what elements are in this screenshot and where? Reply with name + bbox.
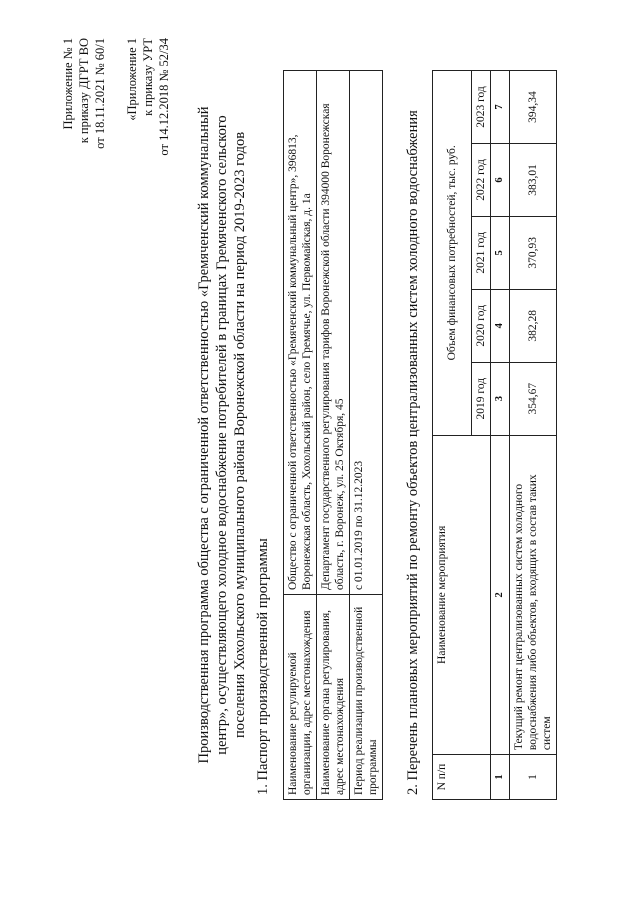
title-line: Производственная программа общества с ограниченной ответственностью «Гремяченский коммунальный (196, 106, 212, 764)
passport-value: с 01.01.2019 по 31.12.2023 (350, 71, 383, 595)
table-row (317, 71, 350, 800)
appendix-line: от 18.11.2021 № 60/1 (93, 38, 107, 149)
col-header-year: 2020 год (472, 289, 491, 362)
passport-value: Департамент государственного регулирования тарифов Воронежской области 394000 Воронежская область, г. Воронеж, ул. 25 Октября, 45 (317, 71, 350, 595)
passport-table (283, 70, 383, 800)
row-value: 354,67 (510, 362, 557, 435)
table-row (284, 71, 317, 800)
table-row (510, 71, 557, 800)
section1-heading: 1. Паспорт производственной программы (255, 538, 271, 795)
col-header-num: N п/п (433, 755, 491, 800)
works-table (432, 70, 557, 800)
appendix-line: к приказу ДГРТ ВО (77, 38, 91, 144)
title-line: поселения Хохольского муниципального района Воронежской области на период 2019-2023 годов (232, 131, 248, 739)
col-header-year: 2021 год (472, 216, 491, 289)
row-value: 383,01 (510, 144, 557, 217)
col-header-name: Наименование мероприятия (433, 435, 491, 754)
index-cell: 2 (491, 435, 510, 754)
appendix-line: Приложение № 1 (61, 38, 75, 130)
row-value: 382,28 (510, 289, 557, 362)
col-header-year: 2022 год (472, 144, 491, 217)
title-line: центр», осуществляющего холодное водоснабжение потребителей в границах Гремяченского сельского (214, 115, 230, 755)
document-title (195, 95, 249, 775)
passport-label: Период реализации производственной программы (350, 595, 383, 800)
col-header-volume: Объем финансовых потребностей, тыс. руб. (433, 71, 472, 436)
row-value: 370,93 (510, 216, 557, 289)
index-cell: 6 (491, 144, 510, 217)
index-cell: 4 (491, 289, 510, 362)
passport-label: Наименование органа регулирования, адрес местонахождения (317, 595, 350, 800)
appendix-line: от 14.12.2018 № 52/34 (157, 38, 171, 156)
appendix-line: «Приложение 1 (125, 38, 139, 121)
section2-heading: 2. Перечень плановых мероприятий по ремонту объектов централизованных систем холодного водоснабжения (405, 110, 421, 795)
header-row (433, 71, 472, 800)
col-header-year: 2023 год (472, 71, 491, 144)
row-value: 394,34 (510, 71, 557, 144)
passport-value: Общество с ограниченной ответственностью «Гремяченский коммунальный центр», 396813, Воронежская область, Хохольский район, село Гремячье, ул. Первомайская, д. 1а (284, 71, 317, 595)
row-num: 1 (510, 755, 557, 800)
col-header-year: 2019 год (472, 362, 491, 435)
index-cell: 3 (491, 362, 510, 435)
appendix-block (60, 38, 172, 338)
row-name: Текущий ремонт централизованных систем холодного водоснабжения либо объектов, входящих в состав таких систем (510, 435, 557, 754)
index-cell: 7 (491, 71, 510, 144)
index-cell: 5 (491, 216, 510, 289)
passport-label: Наименование регулируемой организации, адрес местонахождения (284, 595, 317, 800)
table-row (350, 71, 383, 800)
appendix-line: к приказу УРТ (141, 38, 155, 116)
index-cell: 1 (491, 755, 510, 800)
index-row (491, 71, 510, 800)
